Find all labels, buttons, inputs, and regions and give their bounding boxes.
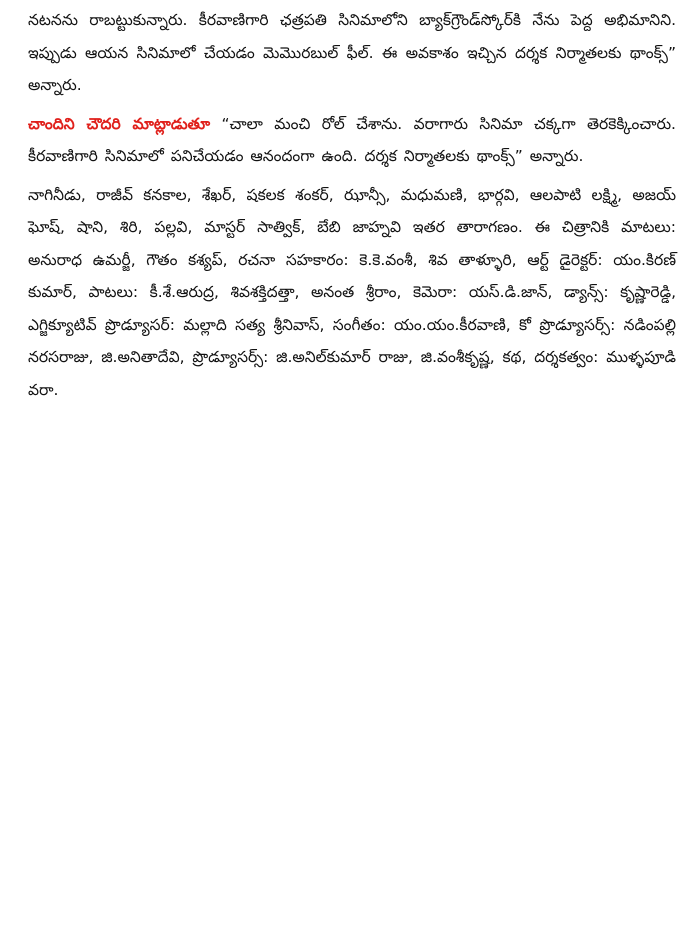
- paragraph-cast-and-crew: నాగినీడు, రాజీవ్ కనకాల, శేఖర్, షకలక శంకర్, ఝాన్సీ, మధుమణి, భార్గవి, ఆలపాటి లక్ష్మి, అజయ్ ఘోష్, షాని, శిరి, పల్లవి, మాస్టర్ సాత్విక్, బేబి జాహ్నవి ఇతర తారాగణం. ఈ చిత్రానికి మాటలు: అనురాధ ఉమర్జీ, గౌతం కశ్యప్, రచనా సహకారం: కె.కె.వంశీ, శివ తాళ్ళూరి, ఆర్ట్ డైరెక్టర్: యం.కిరణ్ కుమార్, పాటలు: కీ.శే.ఆరుద్ర, శివశక్తిదత్తా, అనంత శ్రీరాం, కెమెరా: యస్.డి.జాన్, డ్యాన్స్: కృష్ణారెడ్డి, ఎగ్జిక్యూటివ్ ప్రొడ్యూసర్: మల్లాది సత్య శ్రీనివాస్, సంగీతం: యం.యం.కీరవాణి, కో ప్రొడ్యూసర్స్: నడింపల్లి నరసరాజు, జి.అనితాదేవి, ప్రొడ్యూసర్స్: జి.అనిల్‌కుమార్ రాజు, జి.వంశీకృష్ణ, కథ, దర్శకత్వం: ముళ్ళపూడి వరా.: [28, 185, 676, 399]
- paragraph-chandini-quote: [28, 108, 676, 173]
- paragraph-actor-quote: నటనను రాబట్టుకున్నారు. కీరవాణిగారి ఛత్రపతి సినిమాలోని బ్యాక్‌గ్రౌండ్‌స్కోర్‌కి నేను పెద్ద అభిమానిని. ఇప్పుడు ఆయన సినిమాలో చేయడం మెమొరబుల్ ఫీల్. ఈ అవకాశం ఇచ్చిన దర్శక నిర్మాతలకు థాంక్స్” అన్నారు.: [28, 11, 676, 94]
- speaker-name: చాందిని చౌదరి మాట్లాడుతూ: [28, 114, 211, 133]
- quote-text: “చాలా మంచి రోల్ చేశాను. వరాగారు సినిమా చక్కగా తెరకెక్కించారు. కీరవాణిగారి సినిమాలో పనిచేయడం ఆనందంగా ఉంది. దర్శక నిర్మాతలకు థాంక్స్” అన్నారు.: [28, 114, 676, 165]
- article-body: [28, 4, 676, 406]
